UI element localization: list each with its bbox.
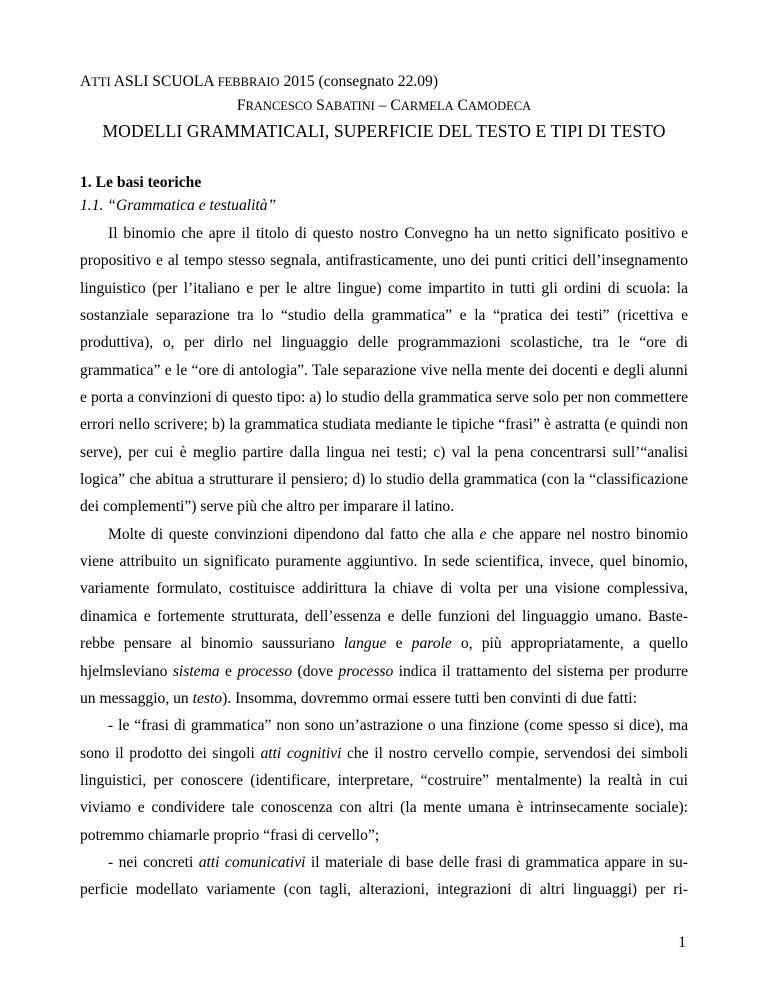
page-number: 1 bbox=[678, 934, 686, 951]
b2-text-a: - nei concreti bbox=[108, 853, 199, 871]
authors-line bbox=[0, 97, 768, 115]
p2-text-c: e bbox=[386, 635, 412, 653]
bullet-2 bbox=[80, 849, 688, 931]
p2-italic-langue: langue bbox=[343, 635, 387, 653]
b1-italic-atti-cognitivi: atti cognitivi bbox=[260, 744, 342, 762]
p2-text-a: Molte di queste convinzioni dipendono dal fatto che alla bbox=[108, 525, 480, 543]
p2-text-f: (dove bbox=[292, 662, 339, 680]
author1-surname-rest: ABATINI bbox=[324, 99, 375, 113]
p2-text-g: indica il trattamento del sistema per produrre un messaggio, un bbox=[80, 662, 688, 707]
p2-text-d: o, più appropriatamente, a quello hjelmsleviano bbox=[80, 635, 689, 680]
header-asli-scuola: ASLI SCUOLA bbox=[110, 73, 218, 90]
p2-italic-sistema: sistema bbox=[172, 662, 220, 680]
b2-italic-atti-comunicativi: atti comunicativi bbox=[198, 853, 306, 871]
author2-surname-rest: AMODECA bbox=[467, 99, 532, 113]
p2-italic-testo: testo bbox=[192, 689, 223, 707]
header-atti-rest: TTI bbox=[91, 75, 111, 89]
author2-initial: C bbox=[390, 97, 401, 114]
document-title: MODELLI GRAMMATICALI, SUPERFICIE DEL TESTO E TIPI DI TESTO bbox=[102, 121, 666, 141]
author2-first-rest: ARMELA bbox=[400, 99, 454, 113]
b1-text-b: che il nostro cervello compie, servendosi dei simboli linguistici, per conoscere (identificare, interpretare, “costruire” mentalmente) la realtà in cui viviamo e condividere tale conoscenza con altri (la mente umana è intrinsecamente sociale): potremmo chiamarle proprio “frasi di cervello”; bbox=[80, 744, 688, 844]
subsection-heading: 1.1. “Grammatica e testualità” bbox=[80, 197, 277, 214]
author1-initial: F bbox=[236, 97, 246, 114]
p2-italic-parole: parole bbox=[411, 635, 452, 653]
paragraph-1: Il binomio che apre il titolo di questo nostro Convegno ha un netto significato positivo e propositivo e al tempo stesso segnala, antifrasticamente, uno dei punti critici dell’insegnamento linguistico (per l’italiano e per le altre lingue) come impartito in tutti gli ordini di scuola: la sostanziale separazione tra lo “studio della grammatica” e la “pratica dei testi” (ricettiva e produttiva), o, per dirlo nel linguaggio delle programmazioni scolastiche, tra le “ore di grammatica” e le “ore di antologia”. Tale separazione vive nella mente dei docenti e degli alunni e porta a convinzioni di questo tipo: a) lo studio della grammatica serve solo per non commettere errori nello scrivere; b) la grammatica studiata mediante le tipiche “frasi” è astratta (e quindi non serve), per cui è meglio partire dalla lingua nei testi; c) val la pena concentrarsi sull’“analisi logica” che abitua a strutturare il pensiero; d) lo studio della grammatica (con la “classificazione dei complementi”) serve più che altro per imparare il latino. bbox=[80, 225, 688, 516]
paragraph-2 bbox=[80, 521, 688, 712]
p2-italic-e: e bbox=[479, 525, 487, 543]
header-year-note: 2015 (consegnato 22.09) bbox=[279, 73, 439, 90]
body-text bbox=[80, 220, 688, 931]
p2-text-b: che appare nel nostro binomio viene attribuito un significato puramente aggiuntivo. In sede scientifica, invece, quel binomio, variamente formulato, costituisce addirittura la chiave di volta per una visione complessiva, dinamica e fortemente strutturata, dell’essenza e delle funzioni del linguaggio umano. Basterebbe pensare al binomio saussuriano bbox=[80, 525, 688, 653]
p2-text-e: e bbox=[219, 662, 238, 680]
authors-separator: – bbox=[374, 97, 391, 114]
author1-surname-initial: S bbox=[312, 97, 325, 114]
header-febbraio: FEBBRAIO bbox=[217, 75, 280, 89]
p2-italic-processo: processo bbox=[237, 662, 293, 680]
p2-text-h: ). Insomma, dovremmo ormai essere tutti ben convinti di due fatti: bbox=[222, 689, 637, 707]
author1-first-rest: RANCESCO bbox=[245, 99, 313, 113]
header-atti-initial: A bbox=[80, 73, 92, 90]
section-heading: 1. Le basi teoriche bbox=[80, 174, 202, 191]
p2-italic-processo-2: processo bbox=[338, 662, 394, 680]
author2-surname-initial: C bbox=[453, 97, 468, 114]
bullet-1 bbox=[80, 712, 688, 849]
b2-text-b: il materiale di base delle frasi di grammatica appare in superficie modellato variamente (con tagli, alterazioni, integrazioni di altri linguaggi) per ri- bbox=[80, 853, 688, 899]
conference-header bbox=[80, 73, 438, 91]
b1-text-a: - le “frasi di grammatica” non sono un’astrazione o una finzione (come spesso si dice), ma sono il prodotto dei singoli bbox=[80, 717, 688, 762]
